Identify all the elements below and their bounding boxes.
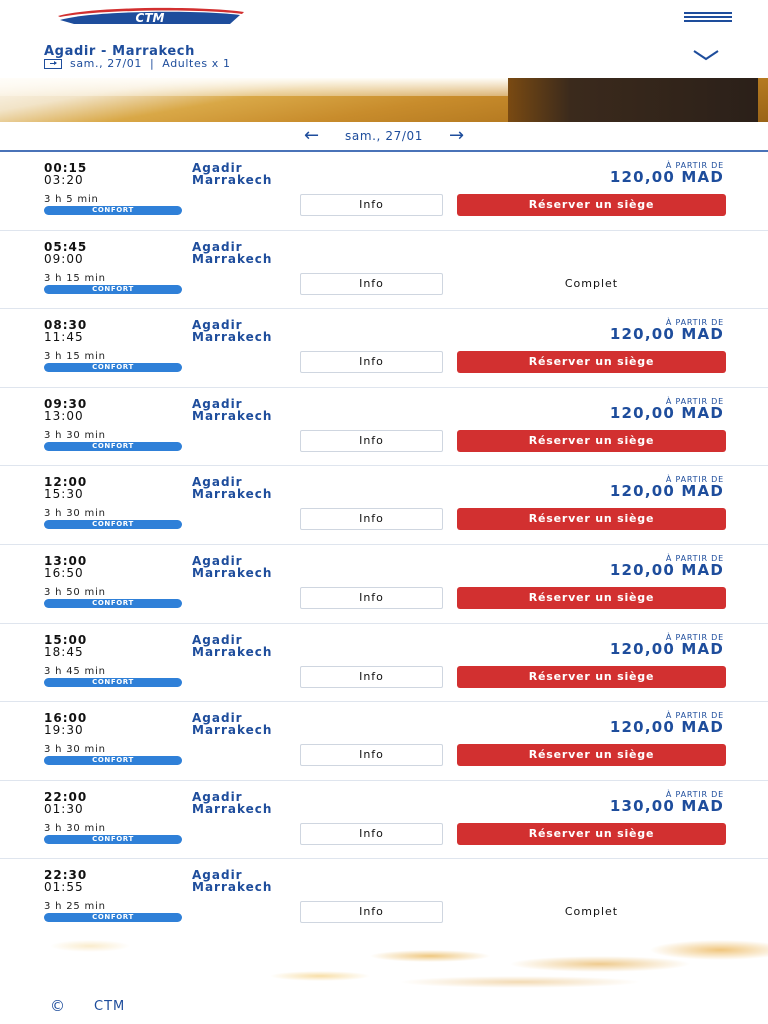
trip-row — [0, 309, 768, 388]
trip-price: 120,00 MAD — [609, 718, 724, 737]
route-date: sam., 27/01 — [70, 57, 142, 70]
trip-duration: 3 h 45 min — [44, 665, 106, 677]
origin-city: Agadir — [192, 868, 243, 883]
destination-city: Marrakech — [192, 330, 273, 345]
info-button[interactable]: Info — [300, 587, 443, 609]
class-badge: CONFORT — [44, 678, 182, 687]
destination-city: Marrakech — [192, 644, 273, 659]
from-price-label: À PARTIR DE — [665, 475, 724, 485]
trip-duration: 3 h 30 min — [44, 744, 106, 756]
trip-row — [0, 466, 768, 545]
trip-row — [0, 624, 768, 703]
passenger-count: Adultes x 1 — [162, 57, 231, 70]
origin-city: Agadir — [192, 475, 243, 490]
trip-row — [0, 231, 768, 310]
class-badge: CONFORT — [44, 520, 182, 529]
trip-row — [0, 859, 768, 938]
banner-image — [0, 78, 768, 122]
origin-city: Agadir — [192, 789, 243, 804]
reserve-seat-button[interactable]: Réserver un siège — [457, 508, 726, 530]
info-button[interactable]: Info — [300, 666, 443, 688]
origin-city: Agadir — [192, 632, 243, 647]
trip-row — [0, 781, 768, 860]
next-day-arrow-icon[interactable]: → — [448, 125, 465, 146]
trip-duration: 3 h 15 min — [44, 272, 106, 284]
trip-price: 120,00 MAD — [609, 639, 724, 658]
from-price-label: À PARTIR DE — [665, 318, 724, 328]
trip-price: 120,00 MAD — [609, 325, 724, 344]
departure-time: 22:00 — [44, 789, 88, 804]
from-price-label: À PARTIR DE — [665, 632, 724, 642]
destination-city: Marrakech — [192, 251, 273, 266]
class-badge: CONFORT — [44, 835, 182, 844]
destination-city: Marrakech — [192, 173, 273, 187]
info-button[interactable]: Info — [300, 508, 443, 530]
info-button[interactable]: Info — [300, 823, 443, 845]
arrival-time: 01:30 — [44, 801, 84, 816]
route-summary[interactable] — [44, 44, 734, 76]
info-button[interactable]: Info — [300, 901, 443, 923]
from-price-label: À PARTIR DE — [665, 711, 724, 721]
arrival-time: 03:20 — [44, 173, 84, 187]
from-price-label: À PARTIR DE — [665, 553, 724, 563]
departure-time: 15:00 — [44, 632, 88, 647]
destination-city: Marrakech — [192, 408, 273, 423]
route-details — [44, 57, 231, 70]
info-button[interactable]: Info — [300, 351, 443, 373]
trip-duration: 3 h 25 min — [44, 901, 106, 913]
info-button[interactable]: Info — [300, 430, 443, 452]
origin-city: Agadir — [192, 553, 243, 568]
destination-city: Marrakech — [192, 723, 273, 738]
origin-city: Agadir — [192, 396, 243, 411]
departure-time: 12:00 — [44, 475, 88, 490]
arrival-time: 01:55 — [44, 880, 84, 895]
departure-time: 09:30 — [44, 396, 88, 411]
departure-time: 00:15 — [44, 161, 88, 175]
trip-duration: 3 h 30 min — [44, 508, 106, 520]
trip-list — [0, 150, 768, 936]
reserve-seat-button[interactable]: Réserver un siège — [457, 587, 726, 609]
destination-city: Marrakech — [192, 565, 273, 580]
trip-duration: 3 h 30 min — [44, 429, 106, 441]
destination-city: Marrakech — [192, 801, 273, 816]
arrival-time: 09:00 — [44, 251, 84, 266]
class-badge: CONFORT — [44, 363, 182, 372]
arrival-time: 16:50 — [44, 565, 84, 580]
ctm-logo[interactable] — [54, 6, 246, 26]
from-price-label: À PARTIR DE — [665, 396, 724, 406]
trip-row — [0, 388, 768, 467]
class-badge: CONFORT — [44, 285, 182, 294]
date-navigation — [0, 122, 768, 150]
arrival-time: 13:00 — [44, 408, 84, 423]
origin-city: Agadir — [192, 711, 243, 726]
reserve-seat-button[interactable]: Réserver un siège — [457, 351, 726, 373]
from-price-label: À PARTIR DE — [665, 789, 724, 799]
departure-time: 22:30 — [44, 868, 88, 883]
destination-city: Marrakech — [192, 487, 273, 502]
trip-duration: 3 h 5 min — [44, 194, 99, 205]
hamburger-menu-icon[interactable] — [684, 12, 732, 24]
reserve-seat-button[interactable]: Réserver un siège — [457, 744, 726, 766]
info-button[interactable]: Info — [300, 744, 443, 766]
trip-price: 120,00 MAD — [609, 168, 724, 186]
sold-out-label: Complet — [564, 276, 619, 290]
trip-row — [0, 702, 768, 781]
class-badge: CONFORT — [44, 913, 182, 922]
trip-price: 130,00 MAD — [609, 796, 724, 815]
ticket-icon — [44, 59, 62, 69]
class-badge: CONFORT — [44, 756, 182, 765]
class-badge: CONFORT — [44, 442, 182, 451]
origin-city: Agadir — [192, 161, 243, 175]
origin-city: Agadir — [192, 239, 243, 254]
chevron-down-icon[interactable] — [692, 48, 720, 62]
trip-row — [0, 152, 768, 231]
reserve-seat-button[interactable]: Réserver un siège — [457, 823, 726, 845]
info-button[interactable]: Info — [300, 194, 443, 216]
trip-duration: 3 h 30 min — [44, 822, 106, 834]
arrival-time: 11:45 — [44, 330, 84, 345]
trip-price: 120,00 MAD — [609, 560, 724, 579]
previous-day-arrow-icon[interactable]: ← — [303, 125, 320, 146]
trip-price: 120,00 MAD — [609, 403, 724, 422]
departure-time: 13:00 — [44, 553, 88, 568]
arrival-time: 19:30 — [44, 723, 84, 738]
arrival-time: 18:45 — [44, 644, 84, 659]
destination-city: Marrakech — [192, 880, 273, 895]
info-button[interactable]: Info — [300, 273, 443, 295]
trip-duration: 3 h 50 min — [44, 586, 106, 598]
trip-price: 120,00 MAD — [609, 482, 724, 501]
sold-out-label: Complet — [564, 905, 619, 919]
class-badge: CONFORT — [44, 206, 182, 215]
footer-decoration — [0, 936, 768, 990]
departure-time: 16:00 — [44, 711, 88, 726]
route-title: Agadir - Marrakech — [44, 44, 195, 59]
top-bar — [0, 0, 768, 36]
copyright-icon: © — [50, 997, 66, 1015]
reserve-seat-button[interactable]: Réserver un siège — [457, 194, 726, 216]
separator: | — [149, 57, 155, 70]
trip-row — [0, 545, 768, 624]
arrival-time: 15:30 — [44, 487, 84, 502]
trip-duration: 3 h 15 min — [44, 351, 106, 363]
origin-city: Agadir — [192, 318, 243, 333]
footer-copyright — [50, 997, 125, 1015]
reserve-seat-button[interactable]: Réserver un siège — [457, 430, 726, 452]
logo-text: CTM — [135, 11, 165, 25]
departure-time: 08:30 — [44, 318, 88, 333]
reserve-seat-button[interactable]: Réserver un siège — [457, 666, 726, 688]
company-name: CTM — [94, 998, 126, 1014]
class-badge: CONFORT — [44, 599, 182, 608]
from-price-label: À PARTIR DE — [665, 161, 724, 170]
selected-date: sam., 27/01 — [345, 129, 423, 143]
departure-time: 05:45 — [44, 239, 88, 254]
